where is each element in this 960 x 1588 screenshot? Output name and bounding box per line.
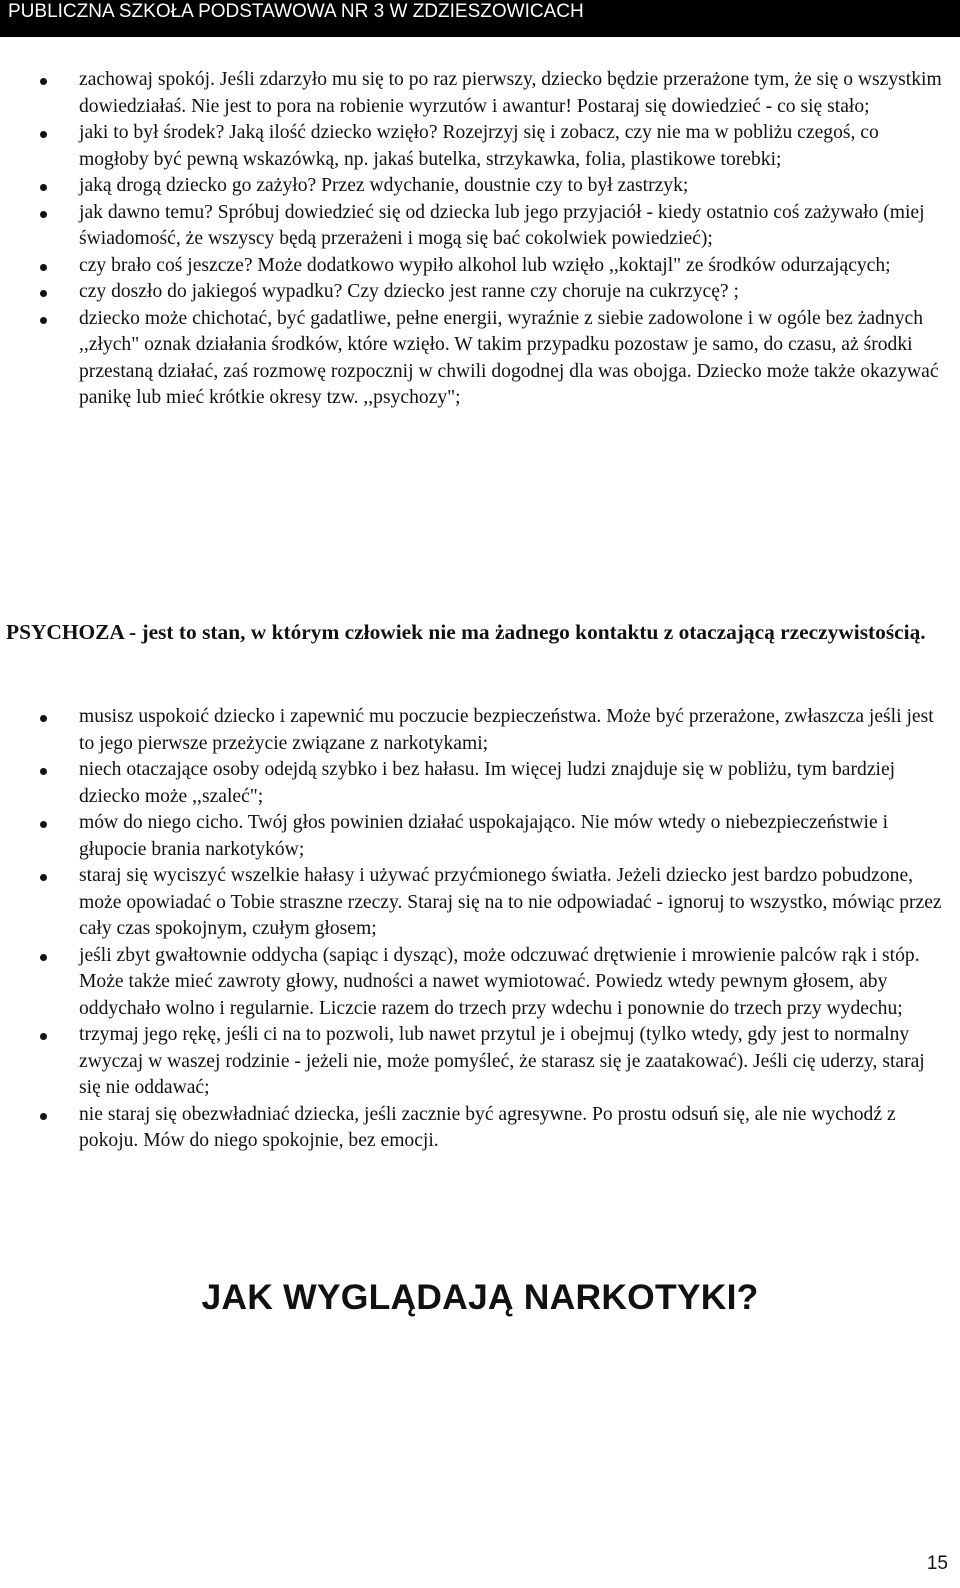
list-item — [0, 67, 960, 120]
list-item — [0, 943, 960, 1023]
bullet-icon — [40, 768, 47, 775]
psychoza-definition: PSYCHOZA - jest to stan, w którym człowiek nie ma żadnego kontaktu z otaczającą rzeczywistością. — [6, 620, 926, 644]
bullet-icon — [40, 184, 47, 191]
list-item — [0, 704, 960, 757]
list-item-text: jaką drogą dziecko go zażyło? Przez wdychanie, doustnie czy to był zastrzyk; — [79, 175, 689, 196]
list-item-text: czy brało coś jeszcze? Może dodatkowo wypiło alkohol lub wzięło ,,koktajl" ze środków odurzających; — [79, 254, 891, 276]
list-item-text: niech otaczające osoby odejdą szybko i bez hałasu. Im więcej ludzi znajduje się w pobliżu, tym bardziej dziecko może ,,szaleć"; — [79, 759, 896, 807]
list-item-text: trzymaj jego rękę, jeśli ci na to pozwoli, lub nawet przytul je i obejmuj (tylko wtedy, gdy jest to normalny zwyczaj w waszej rodzinie - jeżeli nie, może pomyśleć, że starasz się je zaatakować). Jeśli cię uderzy, staraj się nie oddawać; — [79, 1024, 925, 1098]
bullet-icon — [40, 78, 47, 85]
bullet-icon — [40, 715, 47, 722]
section-heading: JAK WYGLĄDAJĄ NARKOTYKI? — [201, 1277, 759, 1317]
list-item — [0, 253, 960, 280]
list-item-text: zachowaj spokój. Jeśli zdarzyło mu się to po raz pierwszy, dziecko będzie przerażone tym, że się o wszystkim dowiedziałaś. Nie jest to pora na robienie wyrzutów i awantur! Postaraj się dowiedzieć - co się stało; — [79, 69, 942, 117]
header-title: PUBLICZNA SZKOŁA PODSTAWOWA NR 3 W ZDZIESZOWICACH — [8, 1, 584, 22]
list-item-text: staraj się wyciszyć wszelkie hałasy i używać przyćmionego światła. Jeżeli dziecko jest bardzo pobudzone, może opowiadać o Tobie straszne rzeczy. Staraj się na to nie odpowiadać - ignoruj to wszystko, mówiąc przez cały czas spokojnym, czułym głosem; — [79, 865, 942, 939]
bullet-icon — [40, 954, 47, 961]
list-item — [0, 306, 960, 412]
list-item — [0, 173, 960, 200]
first-aid-steps-list — [0, 67, 960, 412]
page-header — [0, 0, 960, 37]
bullet-icon — [40, 821, 47, 828]
list-item-text: jaki to był środek? Jaką ilość dziecko wzięło? Rozejrzyj się i zobacz, czy nie ma w pobliżu czegoś, co mogłoby być pewną wskazówką, np. jakaś butelka, strzykawka, folia, plastikowe torebki; — [79, 122, 879, 170]
bullet-icon — [40, 874, 47, 881]
list-item — [0, 1022, 960, 1102]
psychosis-steps-list — [0, 704, 960, 1155]
list-item-text: dziecko może chichotać, być gadatliwe, pełne energii, wyraźnie z siebie zadowolone i w ogóle bez żadnych ,,złych" oznak działania środków, które wzięło. W takim przypadku pozostaw je samo, do czasu, aż środki przestaną działać, zaś rozmowę rozpocznij w chwili dogodnej dla was obojga. Dziecko może także okazywać panikę lub mieć krótkie okresy tzw. ,,psychozy"; — [79, 307, 939, 408]
bullet-icon — [40, 317, 47, 324]
page-number: 15 — [926, 1553, 948, 1574]
list-item-text: jeśli zbyt gwałtownie oddycha (sapiąc i dysząc), może odczuwać drętwienie i mrowienie palców rąk i stóp. Może także mieć zawroty głowy, nudności a nawet wymiotować. Powiedz wtedy pewnym głosem, aby oddychało wolno i regularnie. Liczcie razem do trzech przy wdechu i ponownie do trzech przy wydechu; — [79, 944, 920, 1019]
list-item — [0, 810, 960, 863]
list-item — [0, 863, 960, 943]
bullet-icon — [40, 1113, 47, 1120]
list-item-text: mów do niego cicho. Twój głos powinien działać uspokajająco. Nie mów wtedy o niebezpieczeństwie i głupocie brania narkotyków; — [79, 812, 889, 860]
list-item — [0, 757, 960, 810]
list-item-text: musisz uspokoić dziecko i zapewnić mu poczucie bezpieczeństwa. Może być przerażone, zwłaszcza jeśli jest to jego pierwsze przeżycie związane z narkotykami; — [79, 706, 934, 754]
list-item-text: czy doszło do jakiegoś wypadku? Czy dziecko jest ranne czy choruje na cukrzycę? ; — [79, 281, 739, 302]
bullet-icon — [40, 1033, 47, 1040]
list-item-text: jak dawno temu? Spróbuj dowiedzieć się od dziecka lub jego przyjaciół - kiedy ostatnio coś zażywało (miej świadomość, że wszyscy będą przerażeni i mogą się bać cokolwiek powiedzieć); — [79, 201, 925, 249]
bullet-icon — [40, 290, 47, 297]
bullet-icon — [40, 264, 47, 271]
list-item — [0, 120, 960, 173]
list-item-text: nie staraj się obezwładniać dziecka, jeśli zacznie być agresywne. Po prostu odsuń się, ale nie wychodź z pokoju. Mów do niego spokojnie, bez emocji. — [79, 1103, 896, 1151]
bullet-icon — [40, 211, 47, 218]
list-item — [0, 200, 960, 253]
bullet-icon — [40, 131, 47, 138]
list-item — [0, 1102, 960, 1155]
list-item — [0, 279, 960, 306]
